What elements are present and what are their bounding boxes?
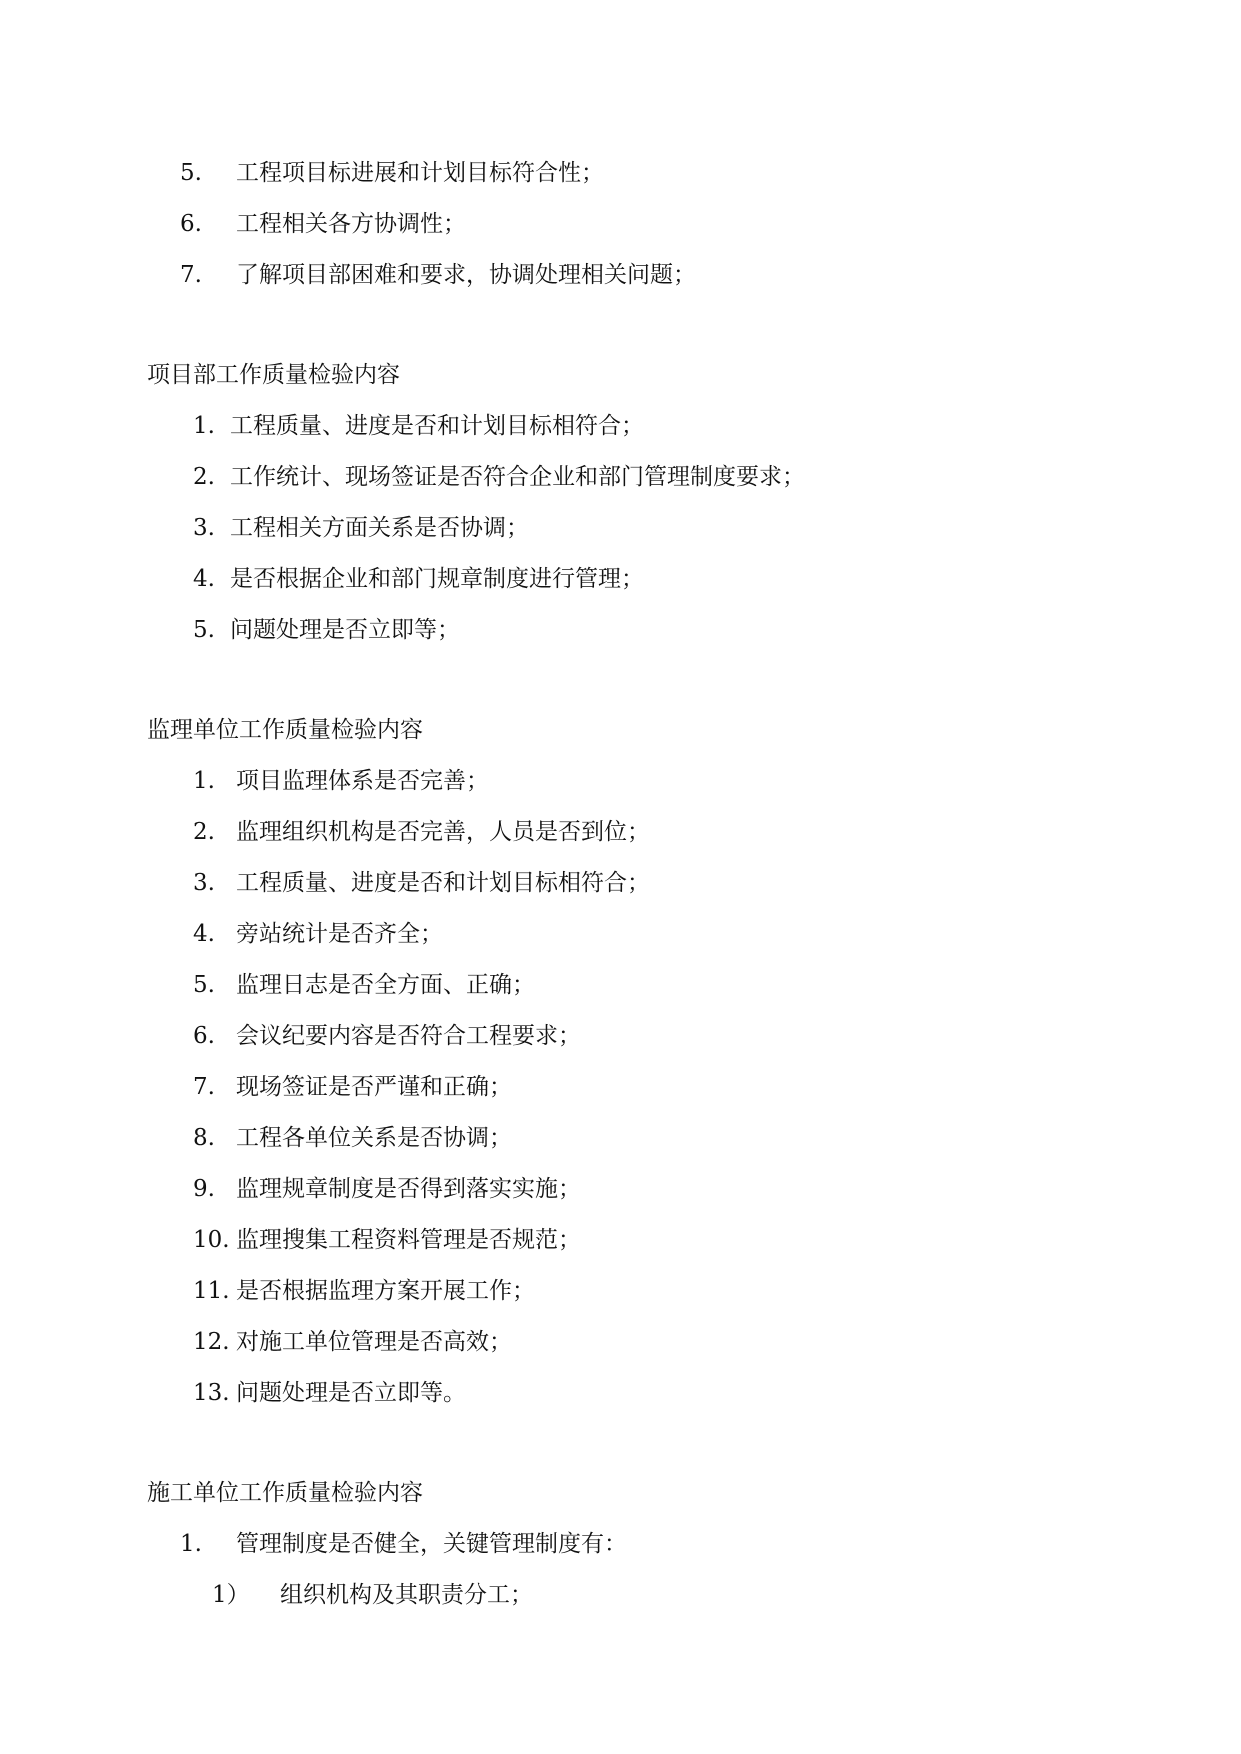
list-item: 项目监理体系是否完善； [236, 768, 489, 794]
list-number: 1. [193, 413, 215, 439]
list-item: 工程质量、进度是否和计划目标相符合； [236, 870, 650, 896]
list-item: 工程质量、进度是否和计划目标相符合； [230, 413, 644, 439]
list-number: 9. [193, 1176, 215, 1202]
list-item: 工作统计、现场签证是否符合企业和部门管理制度要求； [230, 464, 805, 490]
list-number: 10. [193, 1227, 230, 1253]
list-number: 5. [180, 160, 202, 186]
list-number: 2. [193, 819, 215, 845]
list-number: 2. [193, 464, 215, 490]
list-item: 工程相关各方协调性； [236, 211, 466, 237]
section-heading-construction: 施工单位工作质量检验内容 [147, 1480, 423, 1506]
list-item: 问题处理是否立即等。 [236, 1380, 466, 1406]
section-heading-project: 项目部工作质量检验内容 [147, 362, 400, 388]
list-item: 问题处理是否立即等； [230, 617, 460, 643]
list-number: 5. [193, 972, 215, 998]
list-number: 3. [193, 515, 215, 541]
section-heading-supervision: 监理单位工作质量检验内容 [147, 717, 423, 743]
list-number: 11. [193, 1278, 230, 1304]
list-number: 4. [193, 921, 215, 947]
list-item: 监理组织机构是否完善，人员是否到位； [236, 819, 650, 845]
list-item: 了解项目部困难和要求，协调处理相关问题； [236, 262, 696, 288]
list-number: 1. [180, 1531, 202, 1557]
list-number: 6. [180, 211, 202, 237]
list-item: 会议纪要内容是否符合工程要求； [236, 1023, 581, 1049]
list-number: 4. [193, 566, 215, 592]
list-item: 监理日志是否全方面、正确； [236, 972, 535, 998]
list-number: 1. [193, 768, 215, 794]
list-item: 监理搜集工程资料管理是否规范； [236, 1227, 581, 1253]
list-number: 7. [193, 1074, 215, 1100]
list-item: 是否根据监理方案开展工作； [236, 1278, 535, 1304]
list-item: 对施工单位管理是否高效； [236, 1329, 512, 1355]
list-item: 管理制度是否健全，关键管理制度有： [236, 1531, 627, 1557]
list-item: 旁站统计是否齐全； [236, 921, 443, 947]
list-item: 工程各单位关系是否协调； [236, 1125, 512, 1151]
list-item: 现场签证是否严谨和正确； [236, 1074, 512, 1100]
list-number: 12. [193, 1329, 230, 1355]
list-number: 3. [193, 870, 215, 896]
sublist-item: 组织机构及其职责分工； [280, 1582, 533, 1608]
list-number: 13. [193, 1380, 230, 1406]
list-item: 工程项目标进展和计划目标符合性； [236, 160, 604, 186]
list-number: 8. [193, 1125, 215, 1151]
list-item: 是否根据企业和部门规章制度进行管理； [230, 566, 644, 592]
sublist-number: 1） [212, 1582, 250, 1608]
list-item: 工程相关方面关系是否协调； [230, 515, 529, 541]
list-number: 6. [193, 1023, 215, 1049]
list-number: 7. [180, 262, 202, 288]
list-item: 监理规章制度是否得到落实实施； [236, 1176, 581, 1202]
list-number: 5. [193, 617, 215, 643]
